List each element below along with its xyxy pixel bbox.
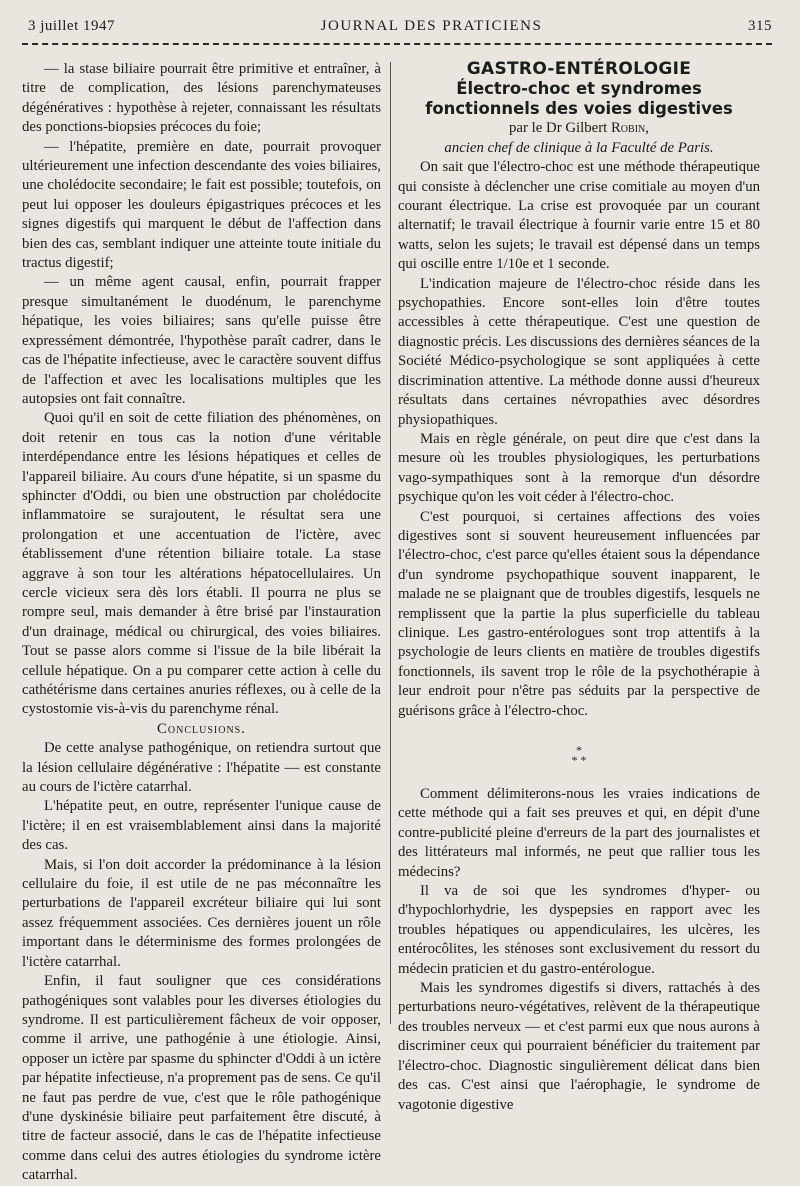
paragraph: Comment délimiterons-nous les vraies indications de cette méthode qui a fait ses preuves et qui, en dépit d'une contre-publicité pleine d'erreurs de la part des journalistes et des littérateurs mal informés, ne peut que rallier tous les médecins? [398,786,760,880]
paragraph: On sait que l'électro-choc est une méthode thérapeutique qui consiste à déclencher une crise comitiale au moyen d'un courant électrique. La crise est provoquée par un courant alternatif; le travail électrique à fournir varie entre 15 et 80 watts, selon les sujets; le travail est dépensé dans un temps qui oscille entre 1/10e et 1 seconde. [398,159,760,273]
column-divider [390,62,391,1024]
paragraph: Mais en règle générale, on peut dire que c'est dans la mesure où les troubles physiologiques, les perturbations vago-sympathiques sont à la remorque d'un désordre psychique qu'on les voit céder à l'électro-choc. [398,430,760,506]
paragraph: C'est pourquoi, si certaines affections des voies digestives sont si souvent heureusement influencées par l'électro-choc, c'est parce qu'elles étaient sous la dépendance d'un syndrome psychopathique souvent inapparent, le malade ne se plaignant que de troubles digestifs, lesquels ne remplissent que la partie la plus superficielle du tableau clinique. Les gastro-entérologues sont trop attentifs à la psychologie de leurs clients en matière de troubles digestifs fonctionnels, ils savent trop le rôle de la psychothérapie à leur endroit pour n'être pas séduits par la perspective de guérisons grâce à l'électro-choc. [398,508,760,719]
separator-star-bottom: * * [571,753,587,767]
byline [398,119,760,138]
section-title: GASTRO-ENTÉROLOGIE [466,59,692,79]
conclusions-heading: Conclusions. [157,720,246,737]
paragraph: — la stase biliaire pourrait être primitive et entraîner, à titre de complication, des lésions parenchymateuses dégénératives : hypothèse à rejeter, connaissant les résultats des ponctions-biopsies précoces du foie; [22,61,381,136]
paragraph: Mais les syndromes digestifs si divers, rattachés à des perturbations neuro-végétatives, relèvent de la thérapeutique des troubles nerveux — et c'est parmi eux que nous aurons à discriminer ceux qui pourraient bénéficier du traitement par l'électro-choc. Diagnostic singulièrement délicat dans bien des cas. C'est ainsi que l'aérophagie, le syndrome de vagotonie digestive [398,980,760,1113]
author-affiliation: ancien chef de clinique à la Faculté de Paris. [444,139,714,156]
left-column [22,60,381,1186]
paragraph: L'indication majeure de l'électro-choc réside dans les psychopathies. Encore sont-elles loin d'être toutes accessibles à cette thérapeutique. C'est une question de diagnostic précis. Les discussions des dernières séances de la Société Médico-psychologique se sont appliquées à cette discrimination attentive. La méthode donne aussi d'heureux résultats dans certaines névropathies avec désordres physiopathiques. [398,275,761,428]
section-separator [398,745,760,765]
byline-prefix: par le Dr Gilbert [509,120,611,137]
paragraph: — l'hépatite, première en date, pourrait provoquer ultérieurement une infection descendante des voies biliaires, une cholédocite secondaire; le fait est possible; toutefois, on peut lui opposer les douleurs épigastriques précoces et les signes digestifs qui marquent le début de l'affection dans bien des cas, semblant indiquer une atteinte toute initiale du tractus digestif; [22,138,381,272]
article-title: Électro-choc et syndromes fonctionnels des voies digestives [425,79,733,119]
journal-title: JOURNAL DES PRATICIENS [320,18,543,34]
paragraph: Mais, si l'on doit accorder la prédominance à la lésion cellulaire du foie, il est utile de ne pas méconnaître les perturbations de l'appareil excréteur biliaire qui lui sont assez fréquemment associées. Ces dernières jouent un rôle important dans le déterminisme des formes prolongées de l'ictère catarrhal. [22,856,381,970]
running-head [28,18,772,35]
issue-date: 3 juillet 1947 [28,18,115,34]
separator-star-top: * [576,743,582,757]
paragraph: Il va de soi que les syndromes d'hyper- ou d'hypochlorhydrie, les dyspepsies en rapport avec les troubles hépatiques ou appendiculaires, les ulcères, les entérocôlites, les sténoses sont exclusivement du ressort du médecin praticien et du gastro-entérologue. [398,883,760,977]
paragraph: — un même agent causal, enfin, pourrait frapper presque simultanément le duodénum, le parenchyme hépatique, les voies biliaires; sans qu'elle puisse être expressément démontrée, l'hypothèse paraît cadrer, dans le cas de l'hépatite infectieuse, avec le caractère souvent diffus de l'affection et avec les localisations multiples que les autopsies ont fait connaître. [22,274,381,407]
paragraph: De cette analyse pathogénique, on retiendra surtout que la lésion cellulaire dégénérative : l'hépatite — est constante au cours de l'ictère catarrhal. [22,740,381,796]
paragraph: Enfin, il faut souligner que ces considérations pathogéniques sont valables pour les diverses étiologies du syndrome. Il est particulièrement fâcheux de voir opposer, comme il arrive, une pathogénie à une étiologie. Ainsi, opposer un ictère par spasme du sphincter d'Oddi à un ictère par hépatite infectieuse, n'a proprement pas de sens. Ce qu'il ne faut pas perdre de vue, c'est que le rôle pathogénique d'une dyskinésie biliaire peut parfaitement être discuté, à titre de facteur associé, dans le cas de l'hépatite infectieuse comme dans celui des autres étiologies du syndrome ictère catarrhal. [22,973,381,1184]
author-name: Robin, [610,120,649,137]
paragraph: L'hépatite peut, en outre, représenter l'unique cause de l'ictère; il en est vraisemblablement ainsi dans la majorité des cas. [22,798,381,854]
header-rule [22,43,772,45]
paragraph: Quoi qu'il en soit de cette filiation des phénomènes, on doit retenir en tous cas la notion d'une véritable interdépendance entre les lésions hépatiques et celles de l'appareil biliaire. Au cours d'une hépatite, si un spasme du sphincter d'Oddi, ou bien une obstruction par cholédocite inflammatoire se surajoutent, le résultat sera une prolongation et une accentuation de l'ictère, avec établissement d'une rétention biliaire totale. La stase aggrave à son tour les altérations hépatocellulaires. Un cercle vicieux sera dès lors établi. Il pourra ne plus se rompre seul, mais demander à être brisé par l'instauration d'un drainage, médical ou chirurgical, des voies biliaires. Tout se passe alors comme si l'issue de la bile libérait la cellule hépatique. On a pu comparer cette action à celle du cathétérisme dans certaines anuries réflexes, ou à celle de la cystostomie vis-à-vis du parenchyme rénal. [22,410,381,718]
right-column [398,60,760,1115]
page-number: 315 [747,18,772,34]
